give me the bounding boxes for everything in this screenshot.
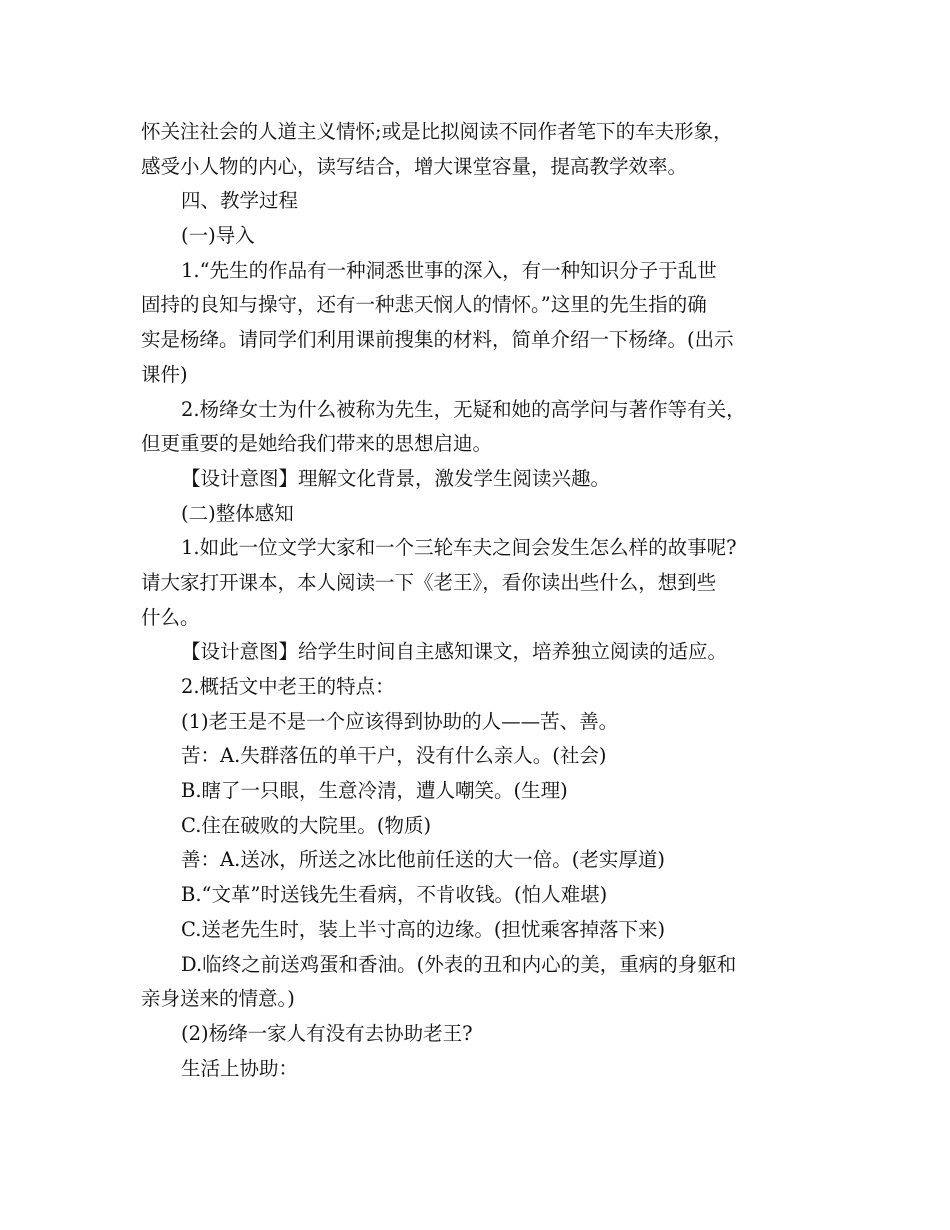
section-heading: 四、教学过程 (181, 189, 299, 213)
text-line: 生活上协助： (181, 1056, 299, 1080)
text-line: 固持的良知与操守，还有一种悲天悯人的情怀。”这里的先生指的确 (141, 293, 707, 317)
list-item: (1)老王是不是一个应该得到协助的人——苦、善。 (181, 709, 619, 733)
text-line: 但更重要的是她给我们带来的思想启迪。 (141, 432, 493, 456)
list-item: 善：A.送冰，所送之冰比他前任送的大一倍。(老实厚道) (181, 848, 665, 872)
text-line: 亲身送来的情意。) (141, 987, 295, 1011)
list-item: (2)杨绛一家人有没有去协助老王? (181, 1021, 473, 1045)
text-line: 课件) (141, 362, 188, 386)
text-line: 什么。 (141, 605, 200, 629)
text-line: 请大家打开课本，本人阅读一下《老王》，看你读出些什么，想到些 (141, 570, 717, 594)
list-item: D.临终之前送鸡蛋和香油。(外表的丑和内心的美，重病的身躯和 (181, 952, 737, 976)
text-line: 实是杨绛。请同学们利用课前搜集的材料，简单介绍一下杨绛。(出示 (141, 328, 734, 352)
subsection-heading: (二)整体感知 (181, 501, 294, 525)
paragraph-start: 1.“先生的作品有一种洞悉世事的深入，有一种知识分子于乱世 (181, 258, 717, 282)
list-item: 苦：A.失群落伍的单干户，没有什么亲人。(社会) (181, 744, 607, 768)
design-intent-note: 【设计意图】给学生时间自主感知课文，培养独立阅读的适应。 (181, 640, 728, 664)
paragraph-start: 2.概括文中老王的特点： (181, 675, 395, 698)
list-item: C.住在破败的大院里。(物质) (181, 813, 432, 837)
text-line: 感受小人物的内心，读写结合，增大课堂容量，提高教学效率。 (141, 154, 688, 178)
list-item: B.“文革”时送钱先生看病，不肯收钱。(怕人难堪) (181, 883, 608, 907)
design-intent-note: 【设计意图】理解文化背景，激发学生阅读兴趣。 (181, 466, 611, 490)
subsection-heading: (一)导入 (181, 224, 255, 248)
text-line: 怀关注社会的人道主义情怀;或是比拟阅读不同作者笔下的车夫形象， (141, 120, 733, 143)
paragraph-start: 1.如此一位文学大家和一个三轮车夫之间会发生怎么样的故事呢? (181, 536, 737, 560)
list-item: C.送老先生时，装上半寸高的边缘。(担忧乘客掉落下来) (181, 917, 666, 941)
paragraph-start: 2.杨绛女士为什么被称为先生，无疑和她的高学问与著作等有关， (181, 397, 746, 421)
document-body (141, 115, 821, 1086)
list-item: B.瞎了一只眼，生意冷清，遭人嘲笑。(生理) (181, 779, 568, 803)
